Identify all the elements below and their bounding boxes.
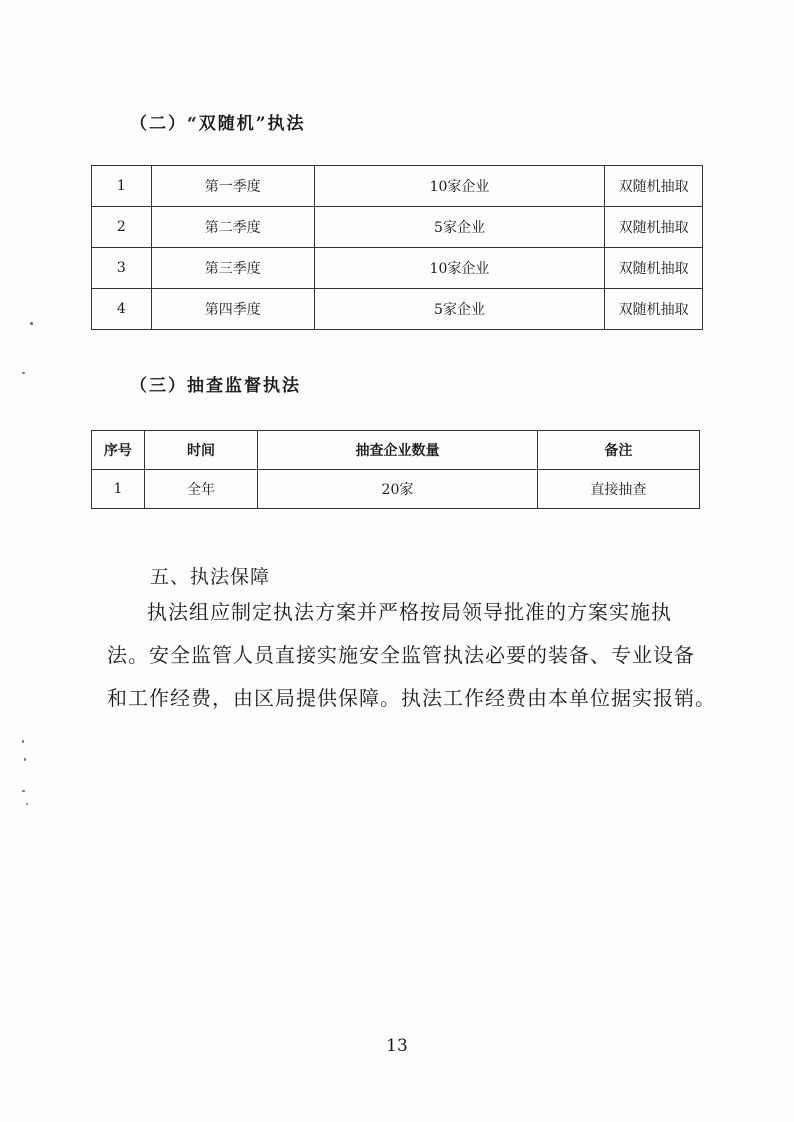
row-number: 4 bbox=[92, 289, 152, 330]
row-period: 第二季度 bbox=[151, 207, 314, 248]
row-scope: 5家企业 bbox=[314, 289, 604, 330]
paragraph-line: 和工作经费，由区局提供保障。执法工作经费由本单位据实报销。 bbox=[107, 686, 716, 710]
row-period: 第三季度 bbox=[151, 248, 314, 289]
spot-check-table bbox=[91, 430, 700, 509]
row-number: 1 bbox=[92, 470, 145, 509]
double-random-table bbox=[91, 165, 703, 330]
scan-speck bbox=[22, 740, 24, 743]
row-period: 全年 bbox=[144, 470, 257, 509]
section-title: 五、执法保障 bbox=[150, 566, 271, 588]
page-number: 13 bbox=[386, 1036, 408, 1056]
table-row bbox=[92, 248, 703, 289]
column-header-count: 抽查企业数量 bbox=[258, 431, 538, 470]
row-scope: 10家企业 bbox=[314, 166, 604, 207]
paragraph-line: 法。安全监管人员直接实施安全监管执法必要的装备、专业设备 bbox=[107, 643, 695, 667]
row-number: 1 bbox=[92, 166, 152, 207]
row-method: 双随机抽取 bbox=[605, 207, 703, 248]
row-count: 20家 bbox=[258, 470, 538, 509]
column-header-note: 备注 bbox=[537, 431, 699, 470]
table-row bbox=[92, 207, 703, 248]
scan-speck bbox=[26, 803, 28, 805]
spot-check-heading: （三）抽查监督执法 bbox=[130, 376, 301, 396]
row-method: 双随机抽取 bbox=[605, 166, 703, 207]
column-header-time: 时间 bbox=[144, 431, 257, 470]
row-scope: 5家企业 bbox=[314, 207, 604, 248]
column-header-number: 序号 bbox=[92, 431, 145, 470]
table-row bbox=[92, 470, 700, 509]
scan-speck bbox=[22, 790, 25, 792]
table-row bbox=[92, 289, 703, 330]
row-method: 双随机抽取 bbox=[605, 248, 703, 289]
row-number: 2 bbox=[92, 207, 152, 248]
row-period: 第四季度 bbox=[151, 289, 314, 330]
table-row bbox=[92, 166, 703, 207]
body-paragraph bbox=[107, 591, 716, 720]
paragraph-line: 执法组应制定执法方案并严格按局领导批准的方案实施执 bbox=[147, 600, 672, 624]
double-random-heading: （二）“双随机”执法 bbox=[130, 114, 306, 134]
row-period: 第一季度 bbox=[151, 166, 314, 207]
row-note: 直接抽查 bbox=[537, 470, 699, 509]
row-number: 3 bbox=[92, 248, 152, 289]
scan-speck bbox=[22, 372, 25, 374]
row-scope: 10家企业 bbox=[314, 248, 604, 289]
scan-speck bbox=[30, 322, 33, 325]
scan-speck bbox=[24, 758, 26, 761]
row-method: 双随机抽取 bbox=[605, 289, 703, 330]
table-header-row bbox=[92, 431, 700, 470]
